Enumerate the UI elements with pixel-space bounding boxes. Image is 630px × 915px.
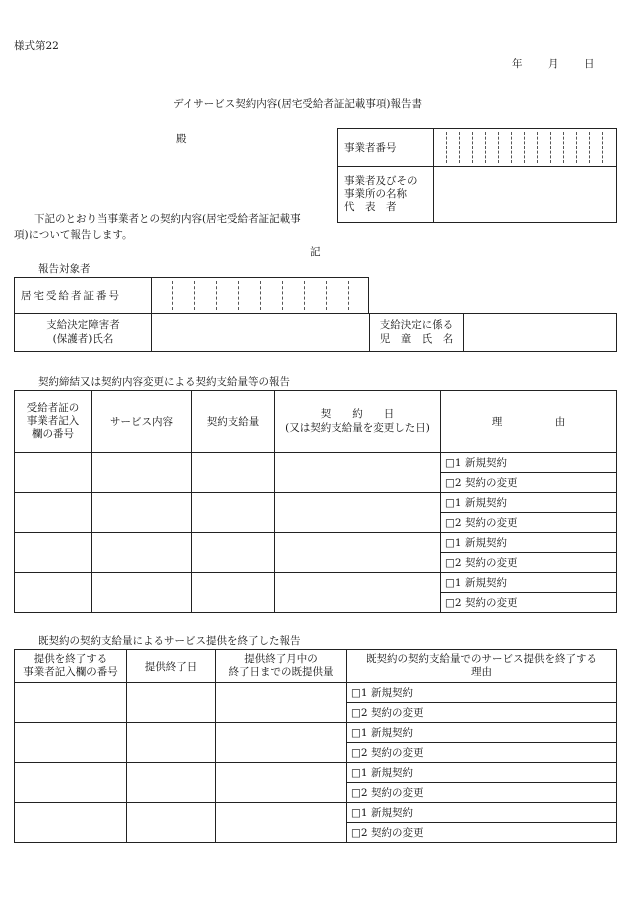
s2-reason-new-checkbox[interactable]: □1 新規契約 xyxy=(347,723,617,743)
s1-reason-change-checkbox[interactable]: □2 契約の変更 xyxy=(441,593,617,613)
s2-end-date-cell[interactable] xyxy=(127,683,216,723)
s1-date-cell[interactable] xyxy=(275,493,441,533)
provider-name-label-line2: 事業所の名称 xyxy=(344,187,407,200)
s1-reason-change-checkbox[interactable]: □2 契約の変更 xyxy=(441,553,617,573)
s2-entry-no-cell[interactable] xyxy=(15,803,127,843)
s1-cert-no-cell[interactable] xyxy=(15,533,92,573)
s2-provided-amount-cell[interactable] xyxy=(216,763,347,803)
s2-entry-no-cell[interactable] xyxy=(15,763,127,803)
person-name-label xyxy=(15,314,152,352)
provider-name-field[interactable] xyxy=(434,167,617,223)
s1-amount-cell[interactable] xyxy=(192,453,275,493)
cert-number-table xyxy=(14,277,369,314)
form-number: 様式第22 xyxy=(14,40,59,52)
s2-header-reason-line1: 既契約の契約支給量でのサービス提供を終了する xyxy=(366,652,597,665)
s1-reason-new-checkbox[interactable]: □1 新規契約 xyxy=(441,573,617,593)
s2-header-entry-no-line1: 提供を終了する xyxy=(33,652,108,665)
child-name-field[interactable] xyxy=(464,314,617,352)
s1-header-service: サービス内容 xyxy=(92,391,192,453)
s1-amount-cell[interactable] xyxy=(192,573,275,613)
s2-header-entry-no xyxy=(15,650,127,683)
document-title: デイサービス契約内容(居宅受給者証記載事項)報告書 xyxy=(173,98,422,110)
s2-provided-amount-cell[interactable] xyxy=(216,723,347,763)
provider-number-label: 事業者番号 xyxy=(338,129,434,167)
s2-end-date-cell[interactable] xyxy=(127,803,216,843)
s2-reason-new-checkbox[interactable]: □1 新規契約 xyxy=(347,763,617,783)
section2-heading: 既契約の契約支給量によるサービス提供を終了した報告 xyxy=(38,635,301,647)
section1-heading: 契約締結又は契約内容変更による契約支給量等の報告 xyxy=(38,376,290,388)
s1-service-cell[interactable] xyxy=(92,493,192,533)
s1-header-cert-no-line2: 事業者記入 xyxy=(26,414,80,427)
s1-service-cell[interactable] xyxy=(92,573,192,613)
provider-name-label-line1: 事業者及びその xyxy=(344,174,418,187)
s1-reason-new-checkbox[interactable]: □1 新規契約 xyxy=(441,453,617,473)
intro-line2: 項)について報告します。 xyxy=(14,229,133,241)
cert-number-field[interactable] xyxy=(152,278,369,314)
s2-reason-change-checkbox[interactable]: □2 契約の変更 xyxy=(347,703,617,723)
s2-header-provided-amount-line1: 提供終了月中の xyxy=(244,652,318,665)
s1-amount-cell[interactable] xyxy=(192,533,275,573)
s1-service-cell[interactable] xyxy=(92,533,192,573)
s2-provided-amount-cell[interactable] xyxy=(216,683,347,723)
subject-name-table xyxy=(14,313,617,352)
s2-reason-change-checkbox[interactable]: □2 契約の変更 xyxy=(347,783,617,803)
s1-header-date-line2: (又は契約支給量を変更した日) xyxy=(285,421,430,434)
s2-end-date-cell[interactable] xyxy=(127,763,216,803)
s1-header-date xyxy=(275,391,441,453)
s2-header-reason-line2: 理由 xyxy=(471,666,492,678)
section1-table xyxy=(14,390,617,613)
date-month: 月 xyxy=(548,58,559,70)
s1-date-cell[interactable] xyxy=(275,533,441,573)
ki-marker: 記 xyxy=(310,246,321,258)
provider-name-label xyxy=(338,167,434,223)
s2-entry-no-cell[interactable] xyxy=(15,683,127,723)
s2-reason-change-checkbox[interactable]: □2 契約の変更 xyxy=(347,743,617,763)
provider-number-field[interactable] xyxy=(434,129,617,167)
cert-number-label: 居宅受給者証番号 xyxy=(15,278,152,314)
s2-reason-new-checkbox[interactable]: □1 新規契約 xyxy=(347,683,617,703)
s1-amount-cell[interactable] xyxy=(192,493,275,533)
s1-header-cert-no-line3: 欄の番号 xyxy=(32,428,74,441)
s2-reason-change-checkbox[interactable]: □2 契約の変更 xyxy=(347,823,617,843)
s2-header-entry-no-line2: 事業者記入欄の番号 xyxy=(23,666,118,678)
date-day: 日 xyxy=(584,58,595,70)
s2-provided-amount-cell[interactable] xyxy=(216,803,347,843)
s2-header-reason xyxy=(347,650,617,683)
s2-reason-new-checkbox[interactable]: □1 新規契約 xyxy=(347,803,617,823)
s1-cert-no-cell[interactable] xyxy=(15,453,92,493)
s1-cert-no-cell[interactable] xyxy=(15,493,92,533)
s1-header-cert-no xyxy=(15,391,92,453)
s1-date-cell[interactable] xyxy=(275,453,441,493)
intro-line1: 下記のとおり当事業者との契約内容(居宅受給者証記載事 xyxy=(34,213,301,225)
s2-header-end-date: 提供終了日 xyxy=(127,650,216,683)
s1-header-reason: 理 由 xyxy=(441,391,617,453)
s2-entry-no-cell[interactable] xyxy=(15,723,127,763)
s1-date-cell[interactable] xyxy=(275,573,441,613)
s1-header-amount: 契約支給量 xyxy=(192,391,275,453)
s2-header-provided-amount-line2: 終了日までの既提供量 xyxy=(228,666,334,678)
person-name-label-line2: (保護者)氏名 xyxy=(52,332,114,345)
subject-heading: 報告対象者 xyxy=(38,263,91,275)
addressee-suffix: 殿 xyxy=(176,133,187,145)
s2-header-provided-amount xyxy=(216,650,347,683)
s1-service-cell[interactable] xyxy=(92,453,192,493)
s1-reason-change-checkbox[interactable]: □2 契約の変更 xyxy=(441,473,617,493)
provider-name-label-line3: 代 表 者 xyxy=(344,201,397,214)
s1-header-cert-no-line1: 受給者証の xyxy=(26,401,80,414)
s1-reason-new-checkbox[interactable]: □1 新規契約 xyxy=(441,493,617,513)
s1-reason-new-checkbox[interactable]: □1 新規契約 xyxy=(441,533,617,553)
s1-cert-no-cell[interactable] xyxy=(15,573,92,613)
child-name-label-line1: 支給決定に係る xyxy=(379,319,454,332)
section2-table xyxy=(14,649,617,843)
s1-header-date-line1: 契 約 日 xyxy=(320,408,395,421)
s1-reason-change-checkbox[interactable]: □2 契約の変更 xyxy=(441,513,617,533)
provider-table xyxy=(337,128,617,223)
child-name-label xyxy=(370,314,464,352)
date-year: 年 xyxy=(512,58,523,70)
child-name-label-line2: 児 童 氏 名 xyxy=(379,332,454,345)
s2-end-date-cell[interactable] xyxy=(127,723,216,763)
person-name-field[interactable] xyxy=(152,314,370,352)
person-name-label-line1: 支給決定障害者 xyxy=(46,319,120,332)
